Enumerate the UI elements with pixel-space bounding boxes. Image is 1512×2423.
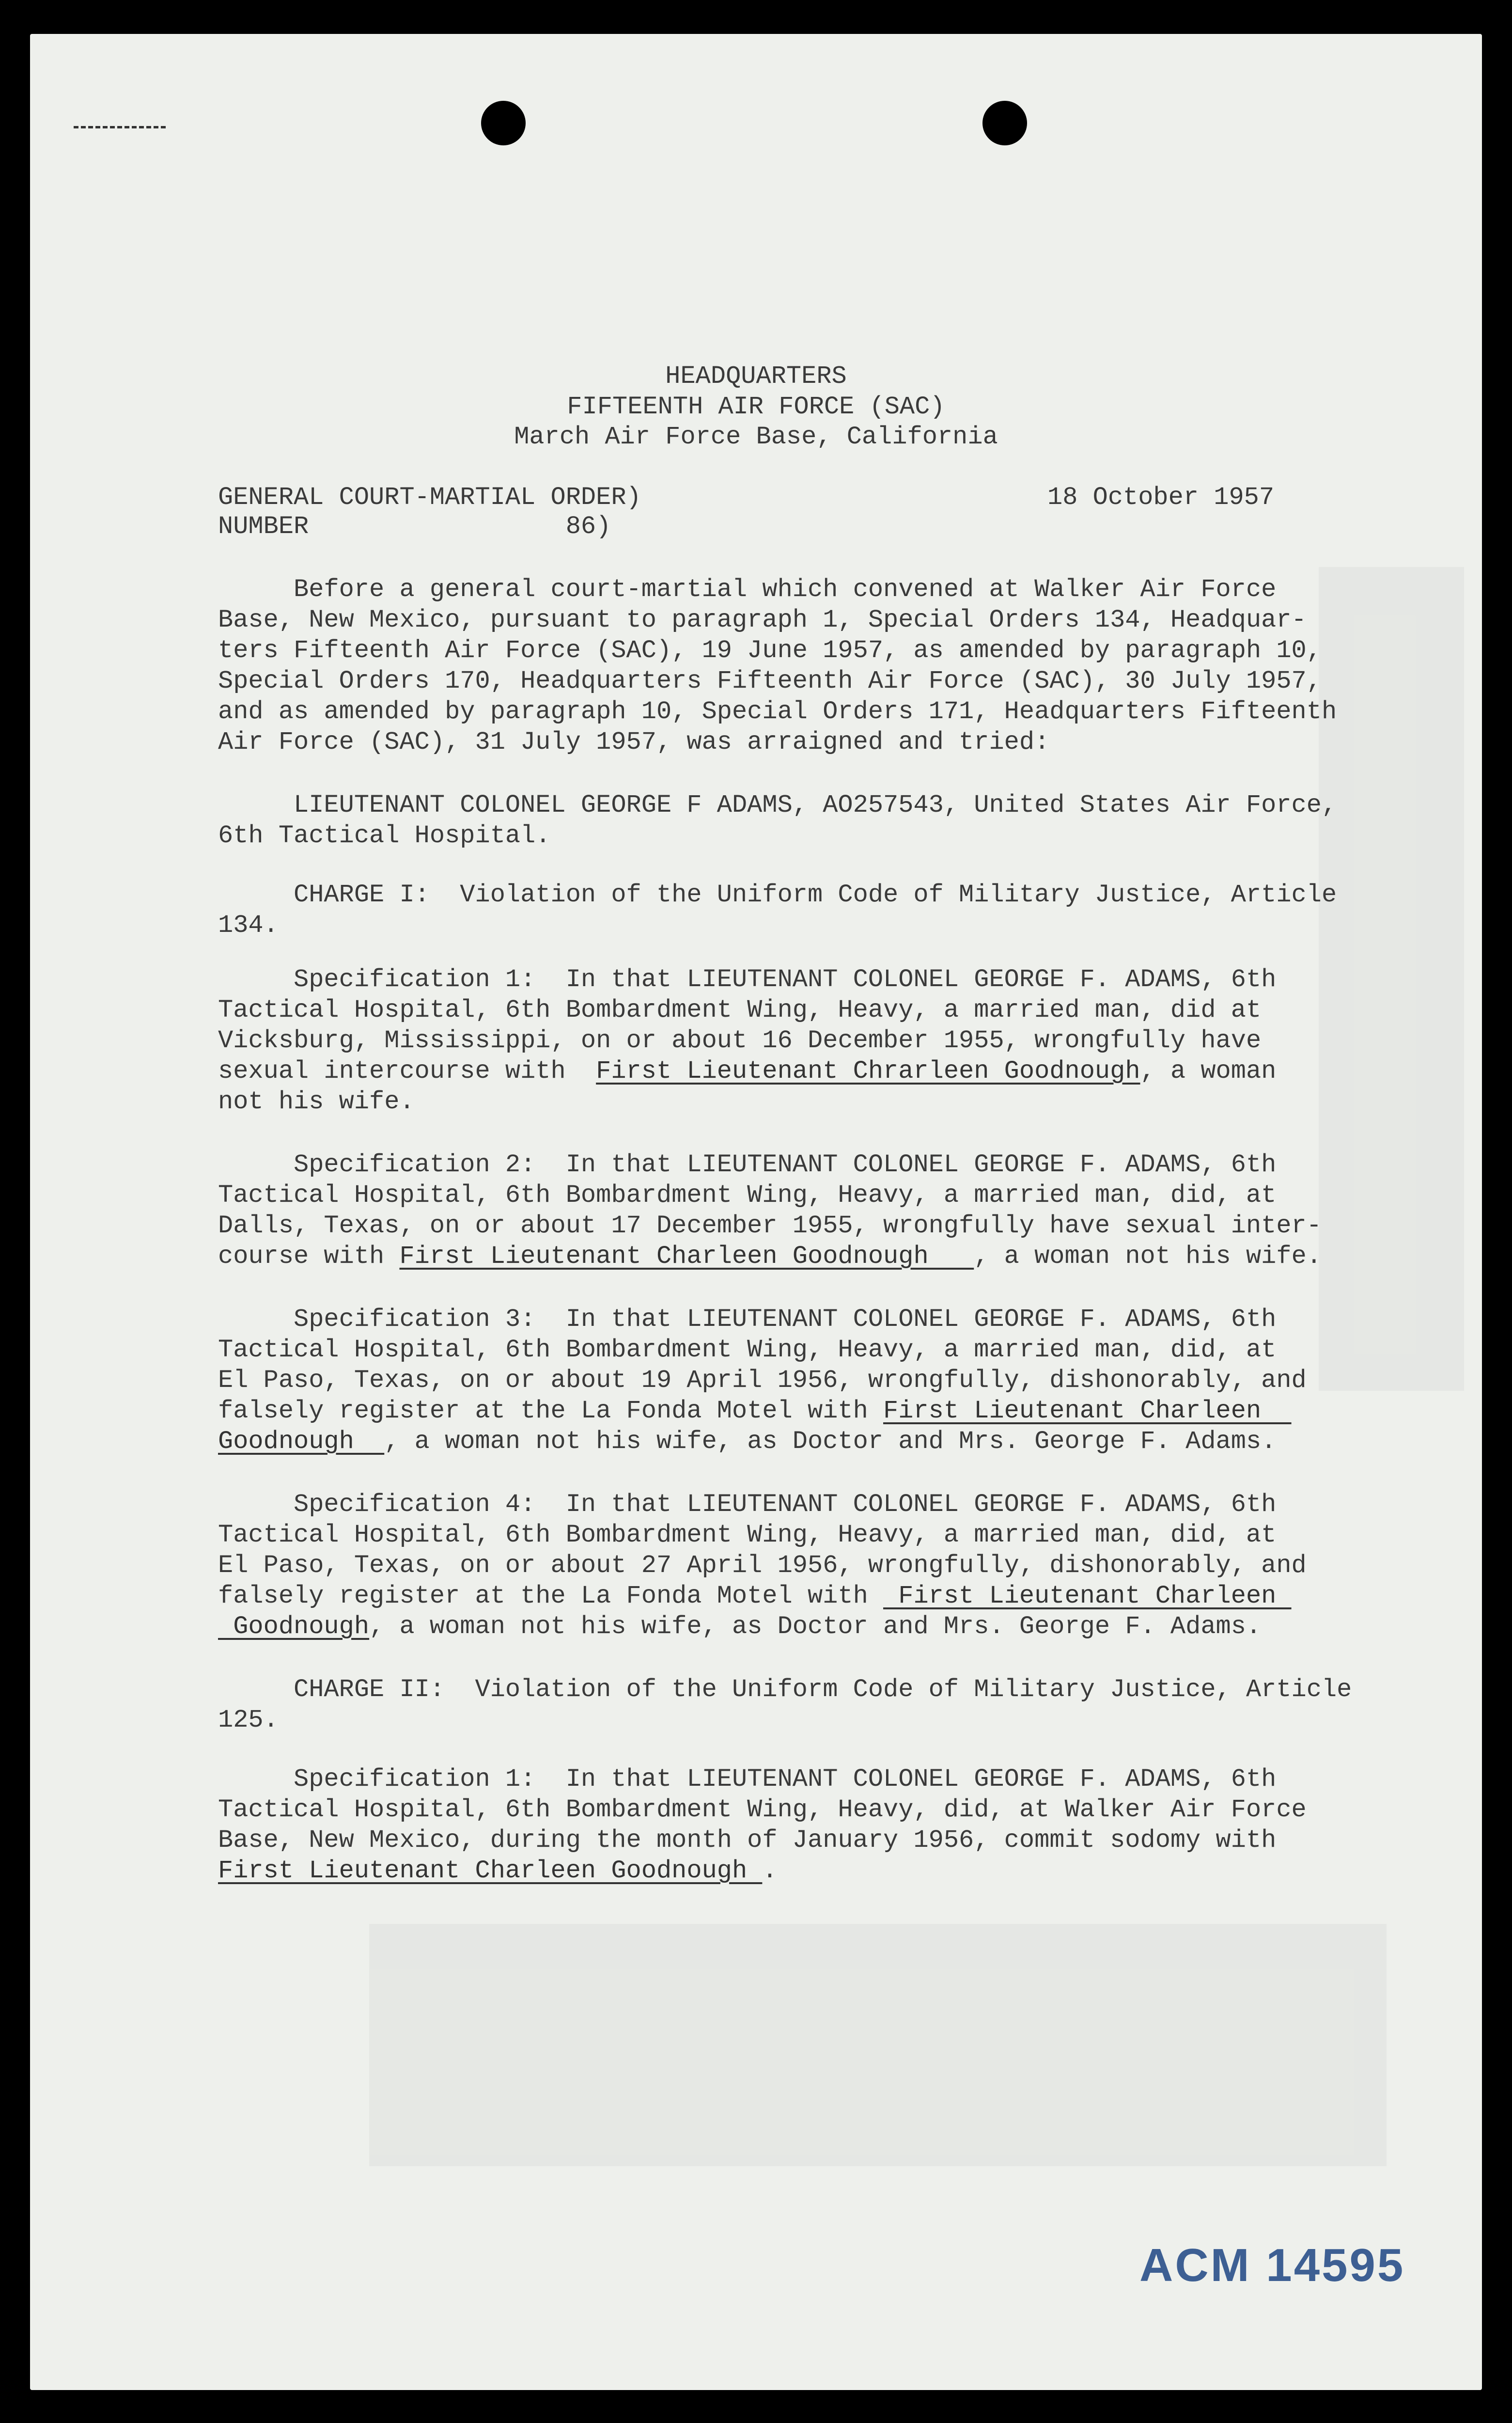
spec-2-line: Dalls, Texas, on or about 17 December 1955, wrongfully have sexual inter- xyxy=(218,1212,1322,1240)
spec-2-line: Specification 2: In that LIEUTENANT COLONEL GEORGE F. ADAMS, 6th xyxy=(218,1150,1277,1179)
spec-3-text: falsely register at the La Fonda Motel with xyxy=(218,1397,884,1425)
spec-5-line: Tactical Hospital, 6th Bombardment Wing, Heavy, did, at Walker Air Force xyxy=(218,1795,1307,1824)
spec-4-line: Tactical Hospital, 6th Bombardment Wing, Heavy, a married man, did, at xyxy=(218,1521,1277,1549)
spec-2-line xyxy=(218,1241,1322,1272)
charge-1-line: 134. xyxy=(218,911,279,940)
spec-3-line: El Paso, Texas, on or about 19 April 1956, wrongfully, dishonorably, and xyxy=(218,1366,1307,1395)
spec-5-line: Base, New Mexico, during the month of January 1956, commit sodomy with xyxy=(218,1826,1277,1855)
spec-3-underlined-name: Goodnough xyxy=(218,1427,385,1456)
intro-line: Base, New Mexico, pursuant to paragraph 1, Special Orders 134, Headquar- xyxy=(218,606,1307,634)
case-number-stamp: ACM 14595 xyxy=(1139,2239,1405,2291)
court-martial-order xyxy=(30,34,1482,2390)
spec-4-line xyxy=(218,1581,1292,1612)
header-line-1: HEADQUARTERS xyxy=(665,362,847,391)
spec-1-line xyxy=(218,1056,1276,1087)
spec-1-line: not his wife. xyxy=(218,1087,415,1116)
spec-1-text: , a woman xyxy=(1140,1057,1277,1086)
spec-4-underlined-name: Goodnough xyxy=(218,1612,370,1641)
spec-4-line: El Paso, Texas, on or about 27 April 1956, wrongfully, dishonorably, and xyxy=(218,1551,1307,1580)
spec-5-underlined-name: First Lieutenant Charleen Goodnough xyxy=(218,1857,763,1885)
spec-5-line xyxy=(218,1856,778,1887)
spec-5-line: Specification 1: In that LIEUTENANT COLONEL GEORGE F. ADAMS, 6th xyxy=(218,1765,1277,1794)
intro-line: and as amended by paragraph 10, Special Orders 171, Headquarters Fifteenth xyxy=(218,697,1337,726)
spec-1-text: sexual intercourse with xyxy=(218,1057,596,1086)
intro-line: Air Force (SAC), 31 July 1957, was arraigned and tried: xyxy=(218,728,1050,756)
document-page xyxy=(30,34,1482,2390)
order-date: 18 October 1957 xyxy=(1047,483,1275,512)
intro-line: ters Fifteenth Air Force (SAC), 19 June 1957, as amended by paragraph 10, xyxy=(218,636,1322,665)
spec-2-text: , a woman not his wife. xyxy=(974,1242,1322,1271)
spec-2-underlined-name: First Lieutenant Charleen Goodnough xyxy=(399,1242,974,1271)
spec-4-line: Specification 4: In that LIEUTENANT COLONEL GEORGE F. ADAMS, 6th xyxy=(218,1490,1277,1519)
spec-3-line xyxy=(218,1396,1292,1427)
spec-1-line: Specification 1: In that LIEUTENANT COLONEL GEORGE F. ADAMS, 6th xyxy=(218,965,1277,994)
order-label-2: NUMBER 86) xyxy=(218,512,611,541)
spec-3-line xyxy=(218,1426,1276,1457)
header-line-3: March Air Force Base, California xyxy=(514,423,998,451)
spec-1-line: Tactical Hospital, 6th Bombardment Wing, Heavy, a married man, did at xyxy=(218,996,1262,1024)
spec-4-text: , a woman not his wife, as Doctor and Mrs. George F. Adams. xyxy=(369,1612,1262,1641)
spec-3-underlined-name: First Lieutenant Charleen xyxy=(883,1397,1292,1425)
intro-line: Before a general court-martial which convened at Walker Air Force xyxy=(218,575,1277,604)
order-label-1: GENERAL COURT-MARTIAL ORDER) xyxy=(218,483,641,512)
spec-1-underlined-name: First Lieutenant Chrarleen Goodnough xyxy=(596,1057,1140,1086)
spec-3-line: Specification 3: In that LIEUTENANT COLONEL GEORGE F. ADAMS, 6th xyxy=(218,1305,1277,1334)
spec-4-text: falsely register at the La Fonda Motel with xyxy=(218,1582,884,1610)
accused-line: LIEUTENANT COLONEL GEORGE F ADAMS, AO257543, United States Air Force, xyxy=(218,791,1337,819)
charge-1-line: CHARGE I: Violation of the Uniform Code of Military Justice, Article xyxy=(218,881,1337,909)
charge-2-line: 125. xyxy=(218,1706,279,1734)
spec-4-line xyxy=(218,1611,1261,1642)
charge-2-line: CHARGE II: Violation of the Uniform Code of Military Justice, Article xyxy=(218,1675,1352,1704)
accused-line: 6th Tactical Hospital. xyxy=(218,821,551,850)
spec-3-line: Tactical Hospital, 6th Bombardment Wing, Heavy, a married man, did, at xyxy=(218,1336,1277,1364)
header-line-2: FIFTEENTH AIR FORCE (SAC) xyxy=(567,393,945,421)
spec-5-text: . xyxy=(762,1857,778,1885)
spec-1-line: Vicksburg, Mississippi, on or about 16 December 1955, wrongfully have xyxy=(218,1026,1262,1055)
spec-4-underlined-name: First Lieutenant Charleen xyxy=(883,1582,1292,1610)
spec-3-text: , a woman not his wife, as Doctor and Mrs. George F. Adams. xyxy=(384,1427,1277,1456)
spec-2-line: Tactical Hospital, 6th Bombardment Wing, Heavy, a married man, did, at xyxy=(218,1181,1277,1210)
spec-2-text: course with xyxy=(218,1242,400,1271)
intro-line: Special Orders 170, Headquarters Fifteenth Air Force (SAC), 30 July 1957, xyxy=(218,667,1322,695)
